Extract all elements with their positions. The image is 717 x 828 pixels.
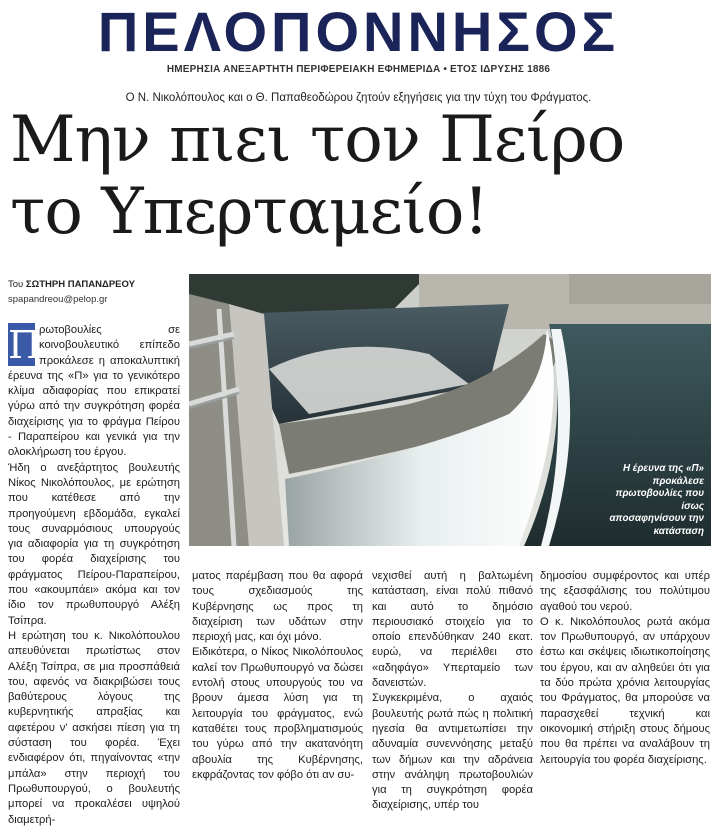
article-column-3 — [372, 569, 533, 814]
article-headline — [10, 104, 710, 248]
drop-cap: Π — [8, 323, 42, 367]
photo-caption: Η έρευνα της «Π» προκάλεσε πρωτοβουλίες που ίσως αποσαφηνίσουν την κατάσταση — [609, 463, 704, 537]
paragraph: Ειδικότερα, ο Νίκος Νικολόπουλος καλεί τον Πρωθυπουργό να δώσει εντολή στους υπουργούς του να βρουν άμεσα λύση για τη λειτουργία του φράγματος, ενώ καταθέτει τους προβληματισμούς του γύρω από την ακατανόητη αβουλία της Κυβέρνησης, εκφράζοντας τον φόβο ότι αν συ- — [192, 646, 363, 781]
paragraph: ματος παρέμβαση που θα αφορά τους σχεδιασμούς της Κυβέρνησης ως προς τη διαχείριση των υδάτων στην περιοχή μας, και όχι μόνο. — [192, 570, 363, 644]
article-column-2 — [192, 569, 363, 783]
paragraph: δημοσίου συμφέροντος και υπέρ της εξασφάλισης του πολύτιμου αγαθού του νερού. — [540, 570, 710, 613]
headline-line-2: το Υπερταμείο! — [10, 175, 489, 249]
masthead-subtitle: ΗΜΕΡΗΣΙΑ ΑΝΕΞΑΡΤΗΤΗ ΠΕΡΙΦΕΡΕΙΑΚΗ ΕΦΗΜΕΡΙΔΑ • ΕΤΟΣ ΙΔΡΥΣΗΣ 1886 — [166, 64, 551, 75]
paragraph: Ήδη ο ανεξάρτητος βουλευτής Νίκος Νικολόπουλος, με ερώτηση που κατέθεσε από την προηγούμενη εβδομάδα, εγκαλεί τους συναρμόσιους υπουργούς για αδιαφορία για τη συγκρότηση του φορέα διαχείρισης του φράγματος Πείρου-Παραπείρου, που «ακουμπάει» ακόμα και τον ίδιο τον πρωθυπουργό Αλέξη Τσίπρα. — [8, 461, 180, 627]
paragraph: Ο κ. Νικολόπουλος ρωτά ακόμα τον Πρωθυπουργό, αν υπάρχουν έστω και σκέψεις ιδιωτικοποίησης του έργου, και αν αληθεύει ότι για τα δύο πρώτα χρόνια λειτουργίας του Φράγματος, θα μπορούσε να παρασχεθεί τεχνική και οικονομική στήριξη στους δήμους που θα πρέπει να αναλάβουν τη λειτουργία του φορέα διαχείρισης. — [540, 615, 710, 766]
byline-prefix: Του — [8, 279, 24, 290]
paragraph: Συγκεκριμένα, ο αχαιός βουλευτής ρωτά πώς η πολιτική ηγεσία θα αντιμετωπίσει την αδυναμία συνεννόησης μεταξύ των δήμων και την αδράνεια στην ανάληψη πρωτοβουλιών για τη συγκρότηση φορέα διαχείρισης, υπέρ του — [372, 692, 533, 812]
author-email: spapandreou@pelop.gr — [8, 294, 108, 305]
paragraph: ρωτοβουλίες σε κοινοβουλευτικό επίπεδο προκάλεσε η αποκαλυπτική έρευνα της «Π» για το γενικότερο κλίμα αδιαφορίας που επικρατεί γύρω από την συγκρότηση φορέα διαχείρισης για το φράγμα Πείρου - Παραπείρου και γενικά για την ολοκλήρωση του έργου. — [8, 324, 180, 459]
byline — [8, 279, 135, 290]
article-column-1 — [8, 323, 180, 828]
byline-author: ΣΩΤΗΡΗ ΠΑΠΑΝΔΡΕΟΥ — [25, 279, 135, 290]
headline-line-1: Μην πιει τον Πείρο — [10, 103, 625, 177]
article-kicker: Ο Ν. Νικολόπουλος και ο Θ. Παπαθεοδώρου ζητούν εξηγήσεις για την τύχη του Φράγματος. — [125, 92, 592, 104]
paragraph: Η ερώτηση του κ. Νικολόπουλου απευθύνεται πρωτίστως στον Αλέξη Τσίπρα, σε μια προσπάθειά του, αφενός να διακριβώσει τους βαθύτερους λόγους της κυβερνητικής απραξίας και αφετέρου ν' ασκήσει πίεση για τη σύσταση του φορέα. Έχει ενδιαφέρον ότι, πηγαίνοντας «την μπάλα» στην περιοχή του Πρωθυπουργού, ο βουλευτής μπορεί να προκαλέσει υψηλού διαμετρή- — [8, 629, 180, 826]
article-column-4 — [540, 569, 710, 768]
newspaper-logo: ΠΕΛΟΠΟΝΝΗΣΟΣ — [97, 0, 620, 63]
paragraph: νεχισθεί αυτή η βαλτωμένη κατάσταση, είναι πολύ πιθανό και αυτό το δημόσιο περιουσιακό στοιχείο για το οποίο επενδύθηκαν 240 εκατ. ευρώ, να περιέλθει στο «αδηφάγο» Υπερταμείο των δανειστών. — [372, 570, 533, 690]
masthead — [0, 0, 717, 84]
